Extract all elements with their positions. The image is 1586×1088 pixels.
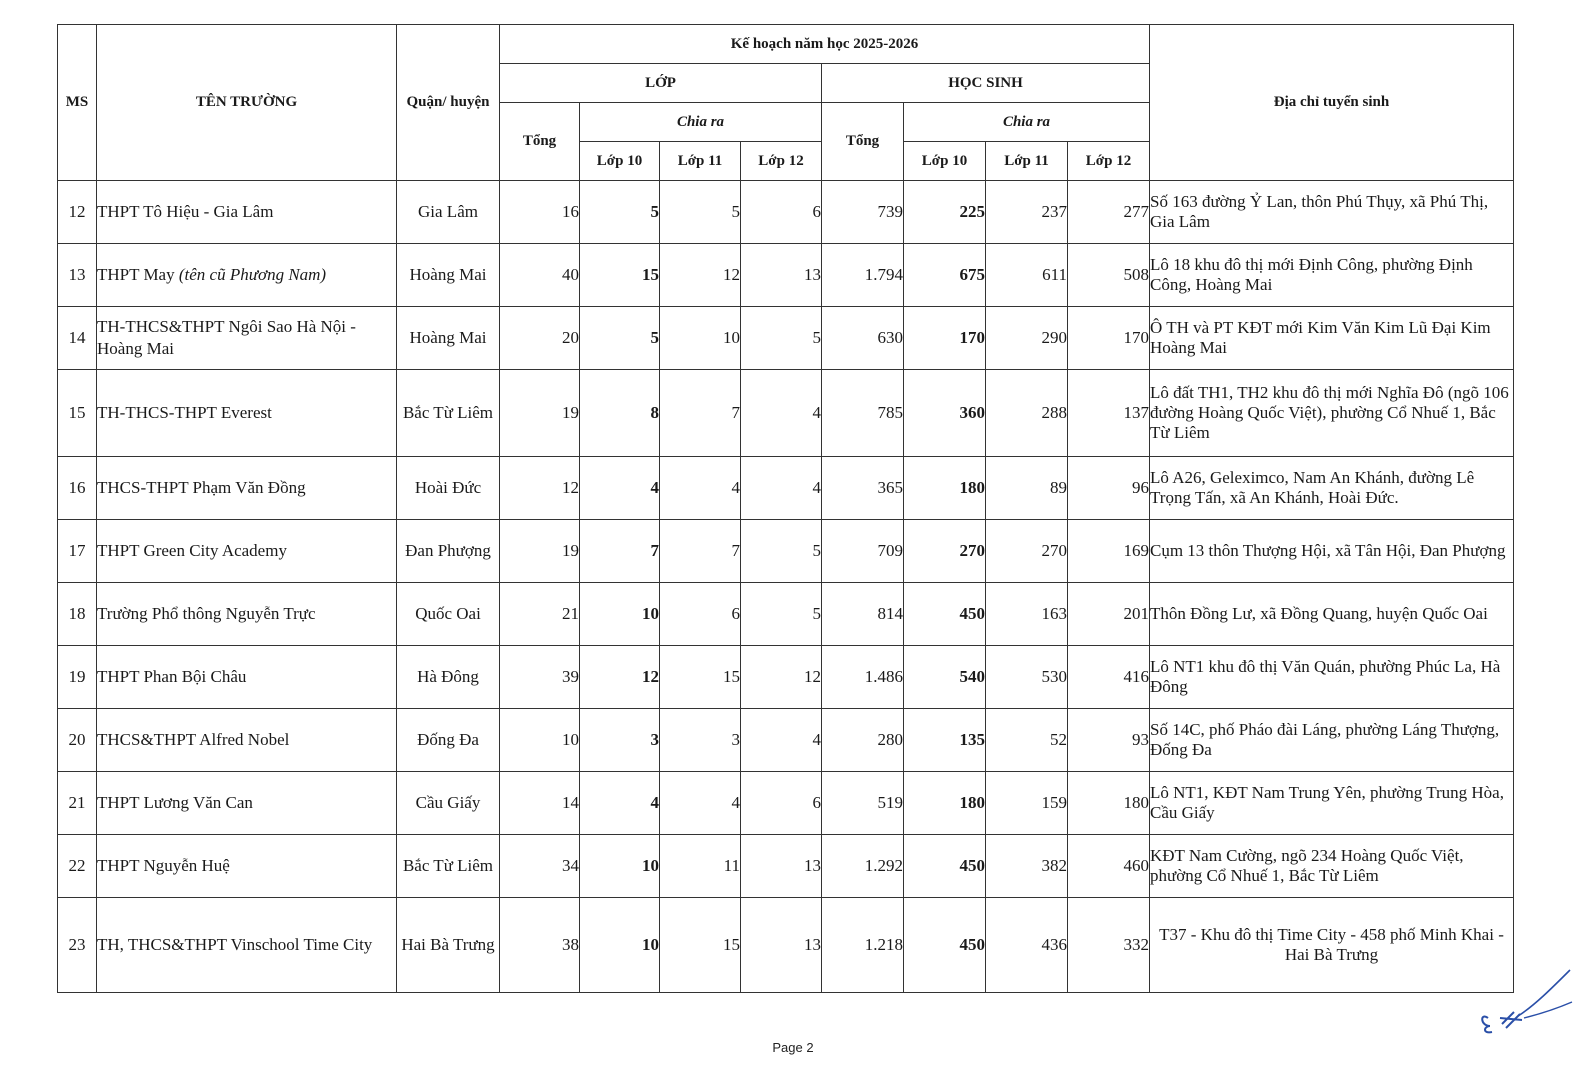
row-students-grade10: 360 [904,370,986,457]
row-students-grade10: 225 [904,181,986,244]
row-students-grade10: 135 [904,709,986,772]
school-name-text: THCS-THPT Phạm Văn Đồng [97,478,306,497]
row-address: Lô NT1 khu đô thị Văn Quán, phường Phúc La, Hà Đông [1150,646,1514,709]
row-students-grade10: 180 [904,772,986,835]
row-classes-grade12: 5 [741,583,822,646]
row-district: Hà Đông [397,646,500,709]
school-name-text: THPT Phan Bội Châu [97,667,247,686]
row-address: Lô A26, Geleximco, Nam An Khánh, đường Lê Trọng Tấn, xã An Khánh, Hoài Đức. [1150,457,1514,520]
row-ms: 19 [58,646,97,709]
row-ms: 18 [58,583,97,646]
row-ms: 17 [58,520,97,583]
school-name-text: TH-THCS&THPT Ngôi Sao Hà Nội - Hoàng Mai [97,317,356,358]
row-district: Hoài Đức [397,457,500,520]
row-students-total: 519 [822,772,904,835]
row-classes-grade12: 6 [741,772,822,835]
header-classes-grade11: Lớp 11 [660,142,741,181]
row-students-grade12: 277 [1068,181,1150,244]
row-school-name [97,835,397,898]
row-school-name [97,646,397,709]
row-classes-grade12: 13 [741,244,822,307]
row-school-name [97,244,397,307]
row-classes-grade10: 4 [580,457,660,520]
row-students-grade11: 290 [986,307,1068,370]
row-students-grade12: 180 [1068,772,1150,835]
row-classes-grade10: 10 [580,583,660,646]
header-ms: MS [58,25,97,181]
row-school-name [97,181,397,244]
header-students: HỌC SINH [822,64,1150,103]
row-students-grade12: 416 [1068,646,1150,709]
row-classes-grade12: 12 [741,646,822,709]
row-students-grade11: 288 [986,370,1068,457]
table-row [58,583,1514,646]
row-address: Số 163 đường Ỷ Lan, thôn Phú Thụy, xã Phú Thị, Gia Lâm [1150,181,1514,244]
row-school-name [97,898,397,993]
row-classes-grade12: 4 [741,709,822,772]
row-classes-grade11: 4 [660,772,741,835]
row-students-grade12: 508 [1068,244,1150,307]
row-students-grade11: 89 [986,457,1068,520]
row-district: Hoàng Mai [397,244,500,307]
row-address: Lô NT1, KĐT Nam Trung Yên, phường Trung Hòa, Cầu Giấy [1150,772,1514,835]
row-classes-total: 21 [500,583,580,646]
table-row [58,835,1514,898]
row-students-total: 709 [822,520,904,583]
row-district: Bắc Từ Liêm [397,835,500,898]
row-students-grade10: 180 [904,457,986,520]
row-district: Gia Lâm [397,181,500,244]
school-name-note: (tên cũ Phương Nam) [178,265,327,284]
row-address: Lô đất TH1, TH2 khu đô thị mới Nghĩa Đô (ngõ 106 đường Hoàng Quốc Việt), phường Cổ Nhuế 1, Bắc Từ Liêm [1150,370,1514,457]
row-students-total: 1.218 [822,898,904,993]
row-classes-grade11: 5 [660,181,741,244]
header-students-grade12: Lớp 12 [1068,142,1150,181]
row-students-grade12: 201 [1068,583,1150,646]
row-classes-total: 19 [500,370,580,457]
page-number: Page 2 [772,1040,814,1055]
row-students-grade10: 270 [904,520,986,583]
row-students-total: 280 [822,709,904,772]
signature-mark [1474,968,1574,1038]
school-name-text: THPT Lương Văn Can [97,793,253,812]
row-classes-grade10: 12 [580,646,660,709]
row-classes-grade11: 11 [660,835,741,898]
row-students-total: 814 [822,583,904,646]
row-ms: 20 [58,709,97,772]
row-classes-total: 38 [500,898,580,993]
row-ms: 23 [58,898,97,993]
row-district: Quốc Oai [397,583,500,646]
row-students-total: 739 [822,181,904,244]
table-row [58,898,1514,993]
row-classes-grade12: 4 [741,370,822,457]
row-students-grade10: 450 [904,835,986,898]
header-school-name: TÊN TRƯỜNG [97,25,397,181]
row-address: Thôn Đồng Lư, xã Đồng Quang, huyện Quốc Oai [1150,583,1514,646]
row-district: Hoàng Mai [397,307,500,370]
row-classes-grade10: 10 [580,898,660,993]
table-row [58,370,1514,457]
row-students-grade12: 460 [1068,835,1150,898]
row-ms: 15 [58,370,97,457]
row-address: Lô 18 khu đô thị mới Định Công, phường Định Công, Hoàng Mai [1150,244,1514,307]
table-row [58,520,1514,583]
row-students-total: 1.794 [822,244,904,307]
school-name-text: TH, THCS&THPT Vinschool Time City [97,935,373,954]
school-name-text: THPT Green City Academy [97,541,287,560]
row-classes-total: 12 [500,457,580,520]
header-classes-breakdown: Chia ra [580,103,822,142]
row-students-grade10: 540 [904,646,986,709]
table-header [58,25,1514,181]
row-classes-grade11: 4 [660,457,741,520]
row-students-grade11: 611 [986,244,1068,307]
row-classes-total: 20 [500,307,580,370]
row-classes-total: 40 [500,244,580,307]
row-classes-total: 19 [500,520,580,583]
row-students-grade11: 382 [986,835,1068,898]
row-students-grade11: 436 [986,898,1068,993]
header-students-breakdown: Chia ra [904,103,1150,142]
header-district: Quận/ huyện [397,25,500,181]
row-classes-grade12: 5 [741,520,822,583]
header-classes-total: Tổng [500,103,580,181]
header-classes-grade10: Lớp 10 [580,142,660,181]
school-name-text: Trường Phổ thông Nguyễn Trực [97,604,316,623]
row-students-grade11: 270 [986,520,1068,583]
row-district: Hai Bà Trưng [397,898,500,993]
row-classes-grade12: 6 [741,181,822,244]
row-students-grade12: 332 [1068,898,1150,993]
header-plan-year: Kế hoạch năm học 2025-2026 [500,25,1150,64]
row-classes-grade11: 6 [660,583,741,646]
row-students-grade12: 170 [1068,307,1150,370]
row-classes-grade10: 15 [580,244,660,307]
row-students-grade10: 170 [904,307,986,370]
row-students-total: 365 [822,457,904,520]
row-students-grade12: 169 [1068,520,1150,583]
row-classes-grade12: 5 [741,307,822,370]
row-students-total: 1.292 [822,835,904,898]
row-classes-grade12: 13 [741,835,822,898]
row-school-name [97,772,397,835]
row-district: Cầu Giấy [397,772,500,835]
row-address: Ô TH và PT KĐT mới Kim Văn Kim Lũ Đại Kim Hoàng Mai [1150,307,1514,370]
row-address: KĐT Nam Cường, ngõ 234 Hoàng Quốc Việt, phường Cổ Nhuế 1, Bắc Từ Liêm [1150,835,1514,898]
header-students-grade11: Lớp 11 [986,142,1068,181]
row-students-grade10: 450 [904,898,986,993]
row-classes-grade11: 7 [660,370,741,457]
row-students-total: 1.486 [822,646,904,709]
row-district: Bắc Từ Liêm [397,370,500,457]
row-ms: 22 [58,835,97,898]
row-address: Cụm 13 thôn Thượng Hội, xã Tân Hội, Đan Phượng [1150,520,1514,583]
school-plan-table [57,24,1514,993]
row-school-name [97,709,397,772]
row-students-total: 630 [822,307,904,370]
table-row [58,307,1514,370]
row-district: Đống Đa [397,709,500,772]
row-district: Đan Phượng [397,520,500,583]
row-students-grade11: 52 [986,709,1068,772]
row-classes-grade11: 7 [660,520,741,583]
row-address: Số 14C, phố Pháo đài Láng, phường Láng Thượng, Đống Đa [1150,709,1514,772]
row-school-name [97,307,397,370]
row-students-grade11: 237 [986,181,1068,244]
table-row [58,772,1514,835]
table-row [58,709,1514,772]
header-students-total: Tổng [822,103,904,181]
row-ms: 12 [58,181,97,244]
row-classes-grade10: 3 [580,709,660,772]
header-address: Địa chỉ tuyển sinh [1150,25,1514,181]
row-school-name [97,583,397,646]
table-row [58,181,1514,244]
row-school-name [97,520,397,583]
row-ms: 21 [58,772,97,835]
row-address: T37 - Khu đô thị Time City - 458 phố Minh Khai - Hai Bà Trưng [1150,898,1514,993]
row-ms: 14 [58,307,97,370]
row-classes-grade10: 4 [580,772,660,835]
row-classes-grade12: 4 [741,457,822,520]
row-ms: 16 [58,457,97,520]
header-classes: LỚP [500,64,822,103]
table-row [58,457,1514,520]
row-ms: 13 [58,244,97,307]
row-classes-grade10: 5 [580,307,660,370]
row-classes-total: 14 [500,772,580,835]
row-students-grade11: 530 [986,646,1068,709]
row-classes-grade11: 15 [660,646,741,709]
table-body [58,181,1514,993]
row-classes-grade10: 8 [580,370,660,457]
table-row [58,244,1514,307]
row-classes-grade10: 5 [580,181,660,244]
row-classes-grade11: 10 [660,307,741,370]
row-classes-total: 34 [500,835,580,898]
school-name-text: THPT May [97,265,179,284]
row-classes-grade11: 12 [660,244,741,307]
row-classes-grade10: 7 [580,520,660,583]
row-school-name [97,457,397,520]
row-students-total: 785 [822,370,904,457]
row-students-grade10: 450 [904,583,986,646]
school-name-text: THCS&THPT Alfred Nobel [97,730,290,749]
row-classes-grade12: 13 [741,898,822,993]
school-name-text: THPT Tô Hiệu - Gia Lâm [97,202,274,221]
row-classes-total: 16 [500,181,580,244]
row-students-grade12: 93 [1068,709,1150,772]
row-classes-total: 39 [500,646,580,709]
school-name-text: THPT Nguyễn Huệ [97,856,230,875]
row-students-grade12: 137 [1068,370,1150,457]
school-name-text: TH-THCS-THPT Everest [97,403,272,422]
row-classes-grade11: 3 [660,709,741,772]
row-students-grade12: 96 [1068,457,1150,520]
row-students-grade11: 163 [986,583,1068,646]
row-students-grade10: 675 [904,244,986,307]
row-school-name [97,370,397,457]
header-students-grade10: Lớp 10 [904,142,986,181]
table-row [58,646,1514,709]
row-classes-grade11: 15 [660,898,741,993]
header-classes-grade12: Lớp 12 [741,142,822,181]
row-students-grade11: 159 [986,772,1068,835]
row-classes-total: 10 [500,709,580,772]
row-classes-grade10: 10 [580,835,660,898]
